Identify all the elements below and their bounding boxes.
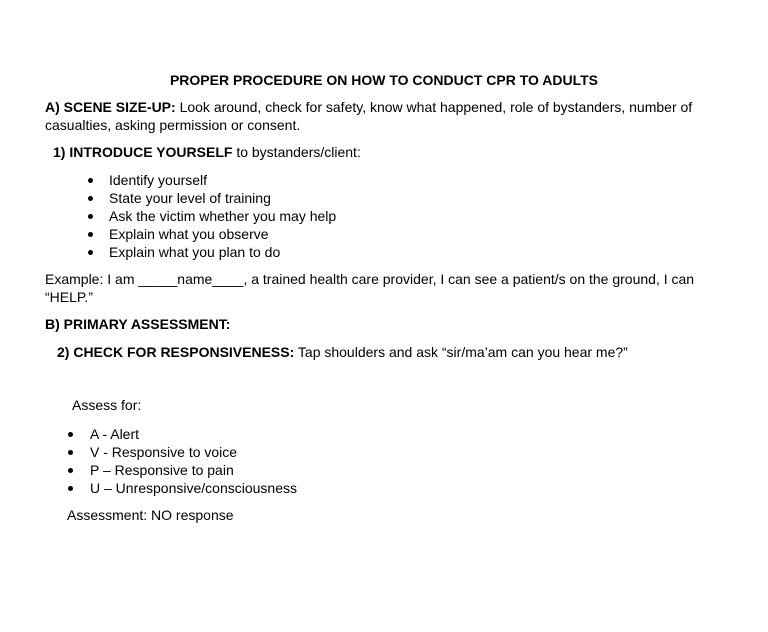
bullet-icon <box>68 450 73 455</box>
example-line-2: “HELP.” <box>45 289 93 305</box>
primary-assessment-heading: B) PRIMARY ASSESSMENT: <box>45 316 231 332</box>
document-title: PROPER PROCEDURE ON HOW TO CONDUCT CPR TO ADULTS <box>169 72 599 88</box>
bullet-icon <box>88 250 93 255</box>
bullet-icon <box>88 196 93 201</box>
scene-sizeup-line-1 <box>45 99 692 116</box>
introduce-yourself-line <box>53 144 361 161</box>
bullet-icon <box>68 432 73 437</box>
assess-for-label: Assess for: <box>72 397 142 413</box>
scene-sizeup-text: Look around, check for safety, know what happened, role of bystanders, number of <box>175 99 693 115</box>
example-line-1: Example: I am _____name____, a trained health care provider, I can see a patient/s on the ground, I can <box>45 271 695 287</box>
bullet-icon <box>88 232 93 237</box>
introduce-yourself-heading: 1) INTRODUCE YOURSELF <box>53 144 233 160</box>
introduce-yourself-text: to bystanders/client: <box>232 144 361 160</box>
bullet-icon <box>88 178 93 183</box>
bullet-icon <box>68 486 73 491</box>
bullet-icon <box>88 214 93 219</box>
document-page: PROPER PROCEDURE ON HOW TO CONDUCT CPR TO ADULTS A) SCENE SIZE-UP: Look around, check for safety, know what happened, role of bystanders, number of casualties, asking permission or consent. 1) INTRODUCE YOURSELF to bystanders/client: Identify yourself State your level of training Ask the victim whether you may help Explain what you observe Explain what you plan to do Example: I am _____name____, a trained health care provider, I can see a patient/s on the ground, I can “HELP.” B) PRIMARY ASSESSMENT: 2) CHECK FOR RESPONSIVENESS: Tap shoulders and ask “sir/ma’am can you hear me?” Assess for: A - Alert V - Responsive to voice P – Responsive to pain U – Unresponsive/consciousness Assessment: NO response <box>0 0 768 632</box>
scene-sizeup-line-2: casualties, asking permission or consent. <box>45 117 301 133</box>
check-responsiveness-line <box>57 344 628 361</box>
bullet-icon <box>68 468 73 473</box>
scene-sizeup-heading: A) SCENE SIZE-UP: <box>45 99 176 115</box>
assessment-result: Assessment: NO response <box>67 507 234 523</box>
check-responsiveness-heading: 2) CHECK FOR RESPONSIVENESS: <box>57 344 295 360</box>
check-responsiveness-text: Tap shoulders and ask “sir/ma’am can you hear me?” <box>294 344 628 360</box>
